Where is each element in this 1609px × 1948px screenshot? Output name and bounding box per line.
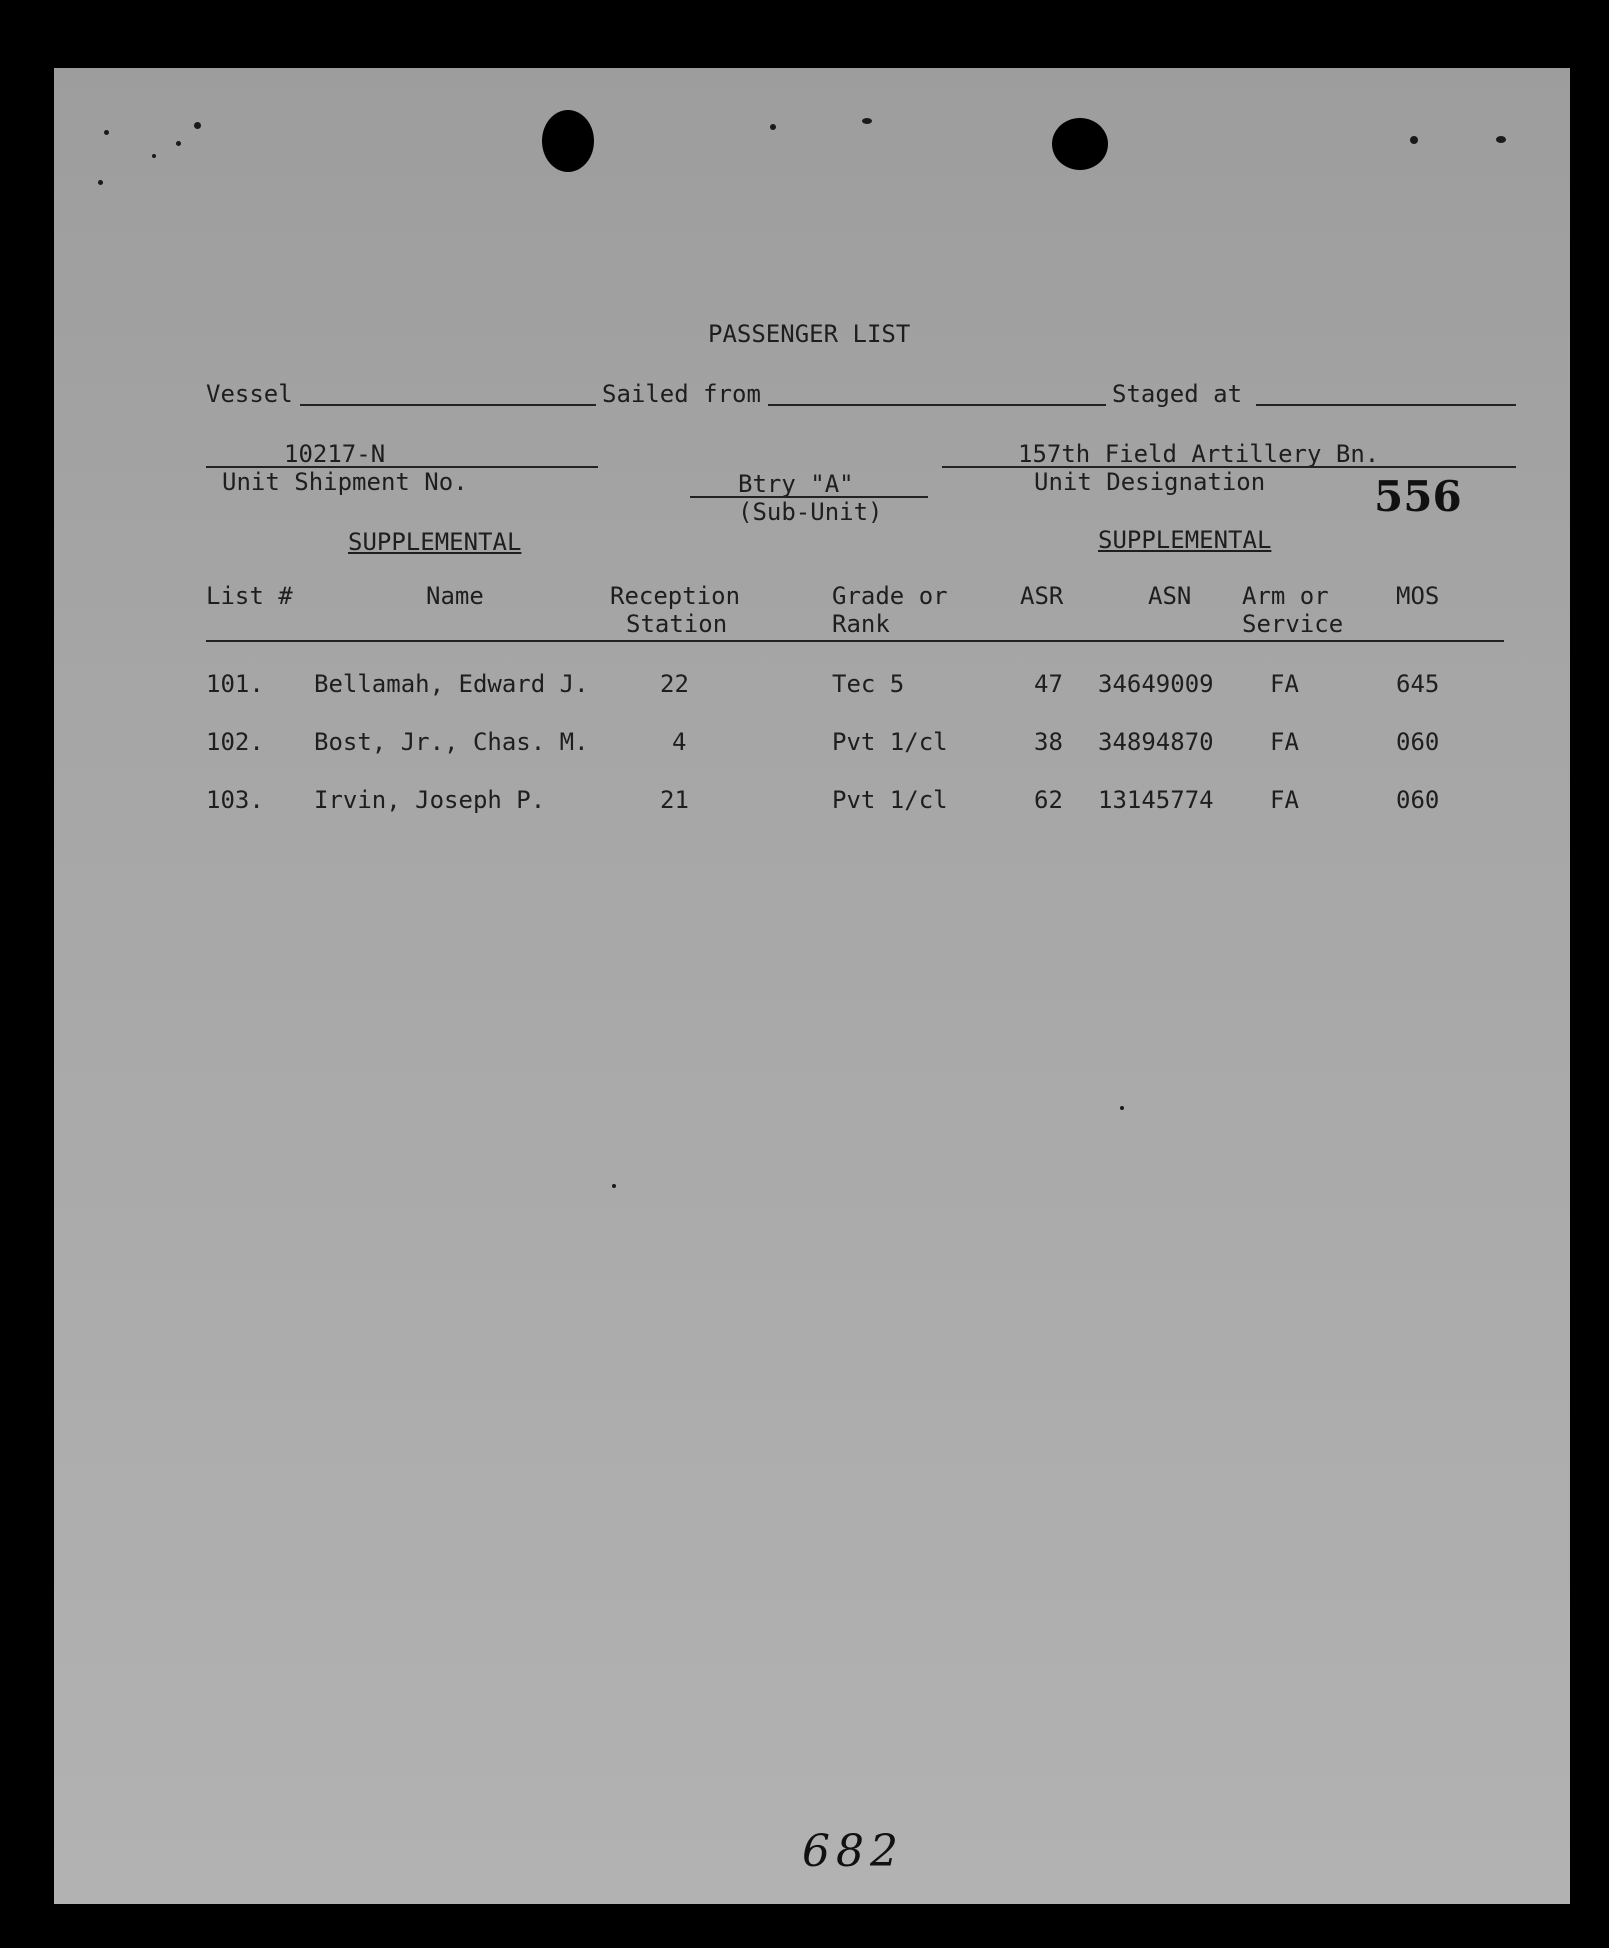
header-reception-1: Reception <box>610 582 741 610</box>
row-name: Bost, Jr., Chas. M. <box>314 728 589 756</box>
speck <box>194 122 201 129</box>
row-name: Irvin, Joseph P. <box>314 786 546 814</box>
header-grade-2: Rank <box>832 610 890 638</box>
row-station: 4 <box>672 728 687 756</box>
speck <box>98 180 103 185</box>
row-mos: 060 <box>1396 786 1440 814</box>
row-asr: 38 <box>1034 728 1063 756</box>
row-grade: Tec 5 <box>832 670 905 698</box>
sailed-from-label: Sailed from <box>602 380 761 408</box>
row-asr: 62 <box>1034 786 1063 814</box>
header-name: Name <box>426 582 484 610</box>
unit-designation-label: Unit Designation <box>1034 468 1266 496</box>
row-name: Bellamah, Edward J. <box>314 670 589 698</box>
staged-at-label: Staged at <box>1112 380 1243 408</box>
unit-shipment-value: 10217-N <box>284 440 386 468</box>
row-mos: 060 <box>1396 728 1440 756</box>
sailed-from-field <box>768 404 1106 406</box>
page-number: 682 <box>802 1826 904 1877</box>
row-grade: Pvt 1/cl <box>832 728 948 756</box>
document-sheet <box>54 68 1570 1904</box>
header-rule <box>206 640 1504 642</box>
vessel-label: Vessel <box>206 380 293 408</box>
supplemental-left: SUPPLEMENTAL <box>348 528 522 556</box>
speck <box>1120 1106 1124 1110</box>
speck <box>612 1184 616 1188</box>
speck <box>1496 136 1506 143</box>
sub-unit-value: Btry "A" <box>738 470 854 498</box>
vessel-field <box>300 404 596 406</box>
page-title: PASSENGER LIST <box>708 320 911 348</box>
row-list-no: 102. <box>206 728 264 756</box>
supplemental-right: SUPPLEMENTAL <box>1098 526 1272 554</box>
row-station: 21 <box>660 786 689 814</box>
row-arm: FA <box>1270 728 1299 756</box>
speck <box>770 124 776 130</box>
speck <box>104 130 109 135</box>
sub-unit-label: (Sub-Unit) <box>738 498 883 526</box>
row-asn: 34894870 <box>1098 728 1214 756</box>
stamp-number: 556 <box>1374 472 1462 521</box>
row-list-no: 101. <box>206 670 264 698</box>
row-arm: FA <box>1270 670 1299 698</box>
unit-shipment-label: Unit Shipment No. <box>222 468 468 496</box>
row-grade: Pvt 1/cl <box>832 786 948 814</box>
speck <box>176 141 181 146</box>
header-asn: ASN <box>1148 582 1192 610</box>
header-reception-2: Station <box>626 610 728 638</box>
punch-hole-right <box>1052 118 1108 170</box>
punch-hole-left <box>542 110 594 172</box>
unit-designation-value: 157th Field Artillery Bn. <box>1018 440 1380 468</box>
header-grade-1: Grade or <box>832 582 948 610</box>
header-asr: ASR <box>1020 582 1064 610</box>
staged-at-field <box>1256 404 1516 406</box>
row-arm: FA <box>1270 786 1299 814</box>
row-list-no: 103. <box>206 786 264 814</box>
header-list-no: List # <box>206 582 293 610</box>
row-station: 22 <box>660 670 689 698</box>
row-asr: 47 <box>1034 670 1063 698</box>
row-mos: 645 <box>1396 670 1440 698</box>
speck <box>152 154 156 158</box>
row-asn: 34649009 <box>1098 670 1214 698</box>
header-arm-2: Service <box>1242 610 1344 638</box>
row-asn: 13145774 <box>1098 786 1214 814</box>
speck <box>1410 136 1418 144</box>
header-arm-1: Arm or <box>1242 582 1329 610</box>
speck <box>862 118 872 124</box>
header-mos: MOS <box>1396 582 1440 610</box>
